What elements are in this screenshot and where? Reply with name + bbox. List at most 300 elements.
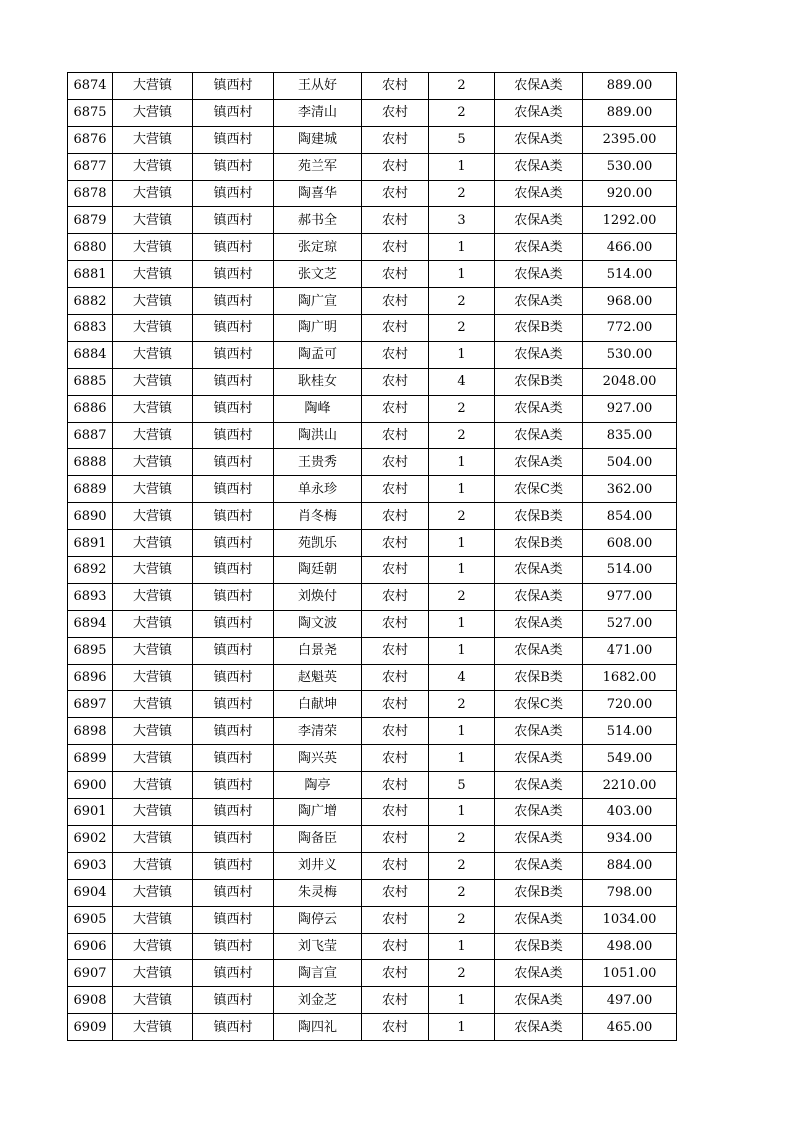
row-number-cell: 6901 (68, 799, 113, 826)
table-row (68, 583, 677, 610)
name-cell: 陶峰 (274, 395, 362, 422)
amount-cell: 608.00 (583, 530, 677, 557)
amount-cell: 471.00 (583, 637, 677, 664)
amount-cell: 527.00 (583, 610, 677, 637)
family-size-cell: 1 (429, 449, 495, 476)
name-cell: 刘井义 (274, 852, 362, 879)
family-size-cell: 5 (429, 772, 495, 799)
village-cell: 镇西村 (193, 637, 274, 664)
table-row (68, 261, 677, 288)
household-type-cell: 农村 (362, 73, 429, 100)
row-number-cell: 6874 (68, 73, 113, 100)
amount-cell: 466.00 (583, 234, 677, 261)
table-row (68, 906, 677, 933)
insurance-category-cell: 农保A类 (495, 825, 583, 852)
name-cell: 陶兴英 (274, 745, 362, 772)
name-cell: 白献坤 (274, 691, 362, 718)
household-type-cell: 农村 (362, 906, 429, 933)
insurance-category-cell: 农保A类 (495, 610, 583, 637)
town-cell: 大营镇 (113, 341, 193, 368)
row-number-cell: 6881 (68, 261, 113, 288)
town-cell: 大营镇 (113, 637, 193, 664)
amount-cell: 889.00 (583, 73, 677, 100)
name-cell: 赵魁英 (274, 664, 362, 691)
insurance-category-cell: 农保A类 (495, 772, 583, 799)
amount-cell: 927.00 (583, 395, 677, 422)
row-number-cell: 6894 (68, 610, 113, 637)
family-size-cell: 1 (429, 557, 495, 584)
village-cell: 镇西村 (193, 530, 274, 557)
household-type-cell: 农村 (362, 610, 429, 637)
name-cell: 郝书全 (274, 207, 362, 234)
table-row (68, 691, 677, 718)
row-number-cell: 6879 (68, 207, 113, 234)
amount-cell: 1682.00 (583, 664, 677, 691)
family-size-cell: 4 (429, 368, 495, 395)
amount-cell: 889.00 (583, 99, 677, 126)
row-number-cell: 6893 (68, 583, 113, 610)
village-cell: 镇西村 (193, 422, 274, 449)
name-cell: 陶备臣 (274, 825, 362, 852)
household-type-cell: 农村 (362, 288, 429, 315)
town-cell: 大营镇 (113, 960, 193, 987)
insurance-category-cell: 农保A类 (495, 126, 583, 153)
household-type-cell: 农村 (362, 234, 429, 261)
amount-cell: 498.00 (583, 933, 677, 960)
amount-cell: 403.00 (583, 799, 677, 826)
family-size-cell: 1 (429, 718, 495, 745)
village-cell: 镇西村 (193, 395, 274, 422)
amount-cell: 549.00 (583, 745, 677, 772)
town-cell: 大营镇 (113, 126, 193, 153)
insurance-category-cell: 农保A类 (495, 745, 583, 772)
insurance-category-cell: 农保C类 (495, 691, 583, 718)
row-number-cell: 6898 (68, 718, 113, 745)
family-size-cell: 2 (429, 99, 495, 126)
row-number-cell: 6909 (68, 1014, 113, 1041)
table-row (68, 476, 677, 503)
insurance-category-cell: 农保B类 (495, 879, 583, 906)
village-cell: 镇西村 (193, 368, 274, 395)
town-cell: 大营镇 (113, 610, 193, 637)
name-cell: 陶四礼 (274, 1014, 362, 1041)
name-cell: 陶廷朝 (274, 557, 362, 584)
family-size-cell: 2 (429, 906, 495, 933)
amount-cell: 854.00 (583, 503, 677, 530)
amount-cell: 530.00 (583, 341, 677, 368)
village-cell: 镇西村 (193, 99, 274, 126)
town-cell: 大营镇 (113, 288, 193, 315)
town-cell: 大营镇 (113, 315, 193, 342)
name-cell: 陶建城 (274, 126, 362, 153)
table-row (68, 449, 677, 476)
town-cell: 大营镇 (113, 987, 193, 1014)
name-cell: 陶停云 (274, 906, 362, 933)
table-row (68, 99, 677, 126)
village-cell: 镇西村 (193, 933, 274, 960)
family-size-cell: 4 (429, 664, 495, 691)
row-number-cell: 6890 (68, 503, 113, 530)
table-row (68, 825, 677, 852)
family-size-cell: 2 (429, 879, 495, 906)
village-cell: 镇西村 (193, 960, 274, 987)
name-cell: 陶广宣 (274, 288, 362, 315)
family-size-cell: 1 (429, 261, 495, 288)
name-cell: 王贵秀 (274, 449, 362, 476)
household-type-cell: 农村 (362, 987, 429, 1014)
town-cell: 大营镇 (113, 261, 193, 288)
amount-cell: 465.00 (583, 1014, 677, 1041)
town-cell: 大营镇 (113, 879, 193, 906)
household-type-cell: 农村 (362, 799, 429, 826)
town-cell: 大营镇 (113, 718, 193, 745)
village-cell: 镇西村 (193, 341, 274, 368)
village-cell: 镇西村 (193, 610, 274, 637)
row-number-cell: 6889 (68, 476, 113, 503)
family-size-cell: 2 (429, 503, 495, 530)
family-size-cell: 2 (429, 825, 495, 852)
table-row (68, 610, 677, 637)
name-cell: 陶广增 (274, 799, 362, 826)
table-row (68, 180, 677, 207)
village-cell: 镇西村 (193, 664, 274, 691)
table-row (68, 126, 677, 153)
amount-cell: 920.00 (583, 180, 677, 207)
amount-cell: 504.00 (583, 449, 677, 476)
household-type-cell: 农村 (362, 530, 429, 557)
insurance-category-cell: 农保A类 (495, 99, 583, 126)
village-cell: 镇西村 (193, 772, 274, 799)
family-size-cell: 1 (429, 933, 495, 960)
household-type-cell: 农村 (362, 557, 429, 584)
name-cell: 刘焕付 (274, 583, 362, 610)
row-number-cell: 6897 (68, 691, 113, 718)
village-cell: 镇西村 (193, 583, 274, 610)
table-row (68, 1014, 677, 1041)
town-cell: 大营镇 (113, 583, 193, 610)
village-cell: 镇西村 (193, 73, 274, 100)
row-number-cell: 6878 (68, 180, 113, 207)
insurance-category-cell: 农保A类 (495, 261, 583, 288)
family-size-cell: 2 (429, 395, 495, 422)
name-cell: 苑凯乐 (274, 530, 362, 557)
row-number-cell: 6896 (68, 664, 113, 691)
insurance-category-cell: 农保A类 (495, 799, 583, 826)
town-cell: 大营镇 (113, 395, 193, 422)
name-cell: 耿桂女 (274, 368, 362, 395)
row-number-cell: 6899 (68, 745, 113, 772)
name-cell: 陶广明 (274, 315, 362, 342)
village-cell: 镇西村 (193, 288, 274, 315)
town-cell: 大营镇 (113, 476, 193, 503)
village-cell: 镇西村 (193, 180, 274, 207)
village-cell: 镇西村 (193, 234, 274, 261)
name-cell: 陶文波 (274, 610, 362, 637)
table-row (68, 395, 677, 422)
amount-cell: 362.00 (583, 476, 677, 503)
town-cell: 大营镇 (113, 664, 193, 691)
village-cell: 镇西村 (193, 718, 274, 745)
name-cell: 陶亭 (274, 772, 362, 799)
household-type-cell: 农村 (362, 153, 429, 180)
insurance-category-cell: 农保B类 (495, 503, 583, 530)
table-row (68, 341, 677, 368)
amount-cell: 497.00 (583, 987, 677, 1014)
village-cell: 镇西村 (193, 1014, 274, 1041)
family-size-cell: 2 (429, 583, 495, 610)
family-size-cell: 1 (429, 530, 495, 557)
family-size-cell: 1 (429, 341, 495, 368)
row-number-cell: 6895 (68, 637, 113, 664)
insurance-category-cell: 农保A类 (495, 395, 583, 422)
row-number-cell: 6882 (68, 288, 113, 315)
name-cell: 白景尧 (274, 637, 362, 664)
row-number-cell: 6887 (68, 422, 113, 449)
table-row (68, 664, 677, 691)
name-cell: 单永珍 (274, 476, 362, 503)
family-size-cell: 1 (429, 637, 495, 664)
table-row (68, 153, 677, 180)
name-cell: 朱灵梅 (274, 879, 362, 906)
village-cell: 镇西村 (193, 126, 274, 153)
amount-cell: 514.00 (583, 261, 677, 288)
family-size-cell: 2 (429, 315, 495, 342)
name-cell: 李清荣 (274, 718, 362, 745)
amount-cell: 884.00 (583, 852, 677, 879)
household-type-cell: 农村 (362, 825, 429, 852)
family-size-cell: 1 (429, 476, 495, 503)
table-row (68, 879, 677, 906)
amount-cell: 514.00 (583, 718, 677, 745)
household-type-cell: 农村 (362, 852, 429, 879)
insurance-category-cell: 农保A类 (495, 718, 583, 745)
table-body (68, 73, 677, 1041)
family-size-cell: 1 (429, 745, 495, 772)
table-row (68, 315, 677, 342)
row-number-cell: 6880 (68, 234, 113, 261)
insurance-category-cell: 农保A类 (495, 637, 583, 664)
village-cell: 镇西村 (193, 906, 274, 933)
insurance-category-cell: 农保C类 (495, 476, 583, 503)
amount-cell: 2210.00 (583, 772, 677, 799)
household-type-cell: 农村 (362, 664, 429, 691)
village-cell: 镇西村 (193, 503, 274, 530)
household-type-cell: 农村 (362, 772, 429, 799)
family-size-cell: 1 (429, 799, 495, 826)
insurance-category-cell: 农保A类 (495, 153, 583, 180)
family-size-cell: 2 (429, 691, 495, 718)
row-number-cell: 6900 (68, 772, 113, 799)
amount-cell: 835.00 (583, 422, 677, 449)
table-row (68, 368, 677, 395)
village-cell: 镇西村 (193, 879, 274, 906)
table-row (68, 73, 677, 100)
name-cell: 陶孟可 (274, 341, 362, 368)
town-cell: 大营镇 (113, 852, 193, 879)
town-cell: 大营镇 (113, 207, 193, 234)
town-cell: 大营镇 (113, 825, 193, 852)
row-number-cell: 6884 (68, 341, 113, 368)
name-cell: 刘金芝 (274, 987, 362, 1014)
row-number-cell: 6903 (68, 852, 113, 879)
family-size-cell: 5 (429, 126, 495, 153)
insurance-category-cell: 农保B类 (495, 315, 583, 342)
name-cell: 陶洪山 (274, 422, 362, 449)
family-size-cell: 1 (429, 234, 495, 261)
town-cell: 大营镇 (113, 99, 193, 126)
family-size-cell: 2 (429, 73, 495, 100)
village-cell: 镇西村 (193, 476, 274, 503)
family-size-cell: 1 (429, 610, 495, 637)
table-row (68, 288, 677, 315)
table-row (68, 852, 677, 879)
amount-cell: 1034.00 (583, 906, 677, 933)
village-cell: 镇西村 (193, 691, 274, 718)
row-number-cell: 6876 (68, 126, 113, 153)
name-cell: 刘飞莹 (274, 933, 362, 960)
amount-cell: 798.00 (583, 879, 677, 906)
insurance-category-cell: 农保A类 (495, 341, 583, 368)
household-type-cell: 农村 (362, 315, 429, 342)
village-cell: 镇西村 (193, 745, 274, 772)
amount-cell: 934.00 (583, 825, 677, 852)
village-cell: 镇西村 (193, 207, 274, 234)
town-cell: 大营镇 (113, 180, 193, 207)
household-type-cell: 农村 (362, 637, 429, 664)
family-size-cell: 2 (429, 180, 495, 207)
family-size-cell: 3 (429, 207, 495, 234)
village-cell: 镇西村 (193, 449, 274, 476)
row-number-cell: 6906 (68, 933, 113, 960)
town-cell: 大营镇 (113, 799, 193, 826)
insurance-category-cell: 农保A类 (495, 422, 583, 449)
amount-cell: 1051.00 (583, 960, 677, 987)
town-cell: 大营镇 (113, 422, 193, 449)
household-type-cell: 农村 (362, 207, 429, 234)
family-size-cell: 2 (429, 288, 495, 315)
village-cell: 镇西村 (193, 261, 274, 288)
town-cell: 大营镇 (113, 153, 193, 180)
household-type-cell: 农村 (362, 960, 429, 987)
insurance-category-cell: 农保A类 (495, 449, 583, 476)
relief-roster-table (67, 72, 677, 1041)
table-row (68, 933, 677, 960)
family-size-cell: 1 (429, 1014, 495, 1041)
row-number-cell: 6883 (68, 315, 113, 342)
village-cell: 镇西村 (193, 799, 274, 826)
row-number-cell: 6908 (68, 987, 113, 1014)
table-row (68, 745, 677, 772)
household-type-cell: 农村 (362, 126, 429, 153)
name-cell: 陶喜华 (274, 180, 362, 207)
table-row (68, 530, 677, 557)
amount-cell: 772.00 (583, 315, 677, 342)
table-row (68, 637, 677, 664)
table-row (68, 799, 677, 826)
family-size-cell: 2 (429, 852, 495, 879)
village-cell: 镇西村 (193, 315, 274, 342)
household-type-cell: 农村 (362, 368, 429, 395)
row-number-cell: 6886 (68, 395, 113, 422)
household-type-cell: 农村 (362, 99, 429, 126)
row-number-cell: 6888 (68, 449, 113, 476)
household-type-cell: 农村 (362, 261, 429, 288)
insurance-category-cell: 农保B类 (495, 368, 583, 395)
insurance-category-cell: 农保A类 (495, 557, 583, 584)
family-size-cell: 2 (429, 422, 495, 449)
amount-cell: 977.00 (583, 583, 677, 610)
insurance-category-cell: 农保A类 (495, 906, 583, 933)
insurance-category-cell: 农保A类 (495, 852, 583, 879)
name-cell: 张定琼 (274, 234, 362, 261)
family-size-cell: 2 (429, 960, 495, 987)
row-number-cell: 6885 (68, 368, 113, 395)
row-number-cell: 6892 (68, 557, 113, 584)
village-cell: 镇西村 (193, 987, 274, 1014)
amount-cell: 530.00 (583, 153, 677, 180)
household-type-cell: 农村 (362, 449, 429, 476)
household-type-cell: 农村 (362, 395, 429, 422)
table-row (68, 207, 677, 234)
town-cell: 大营镇 (113, 745, 193, 772)
town-cell: 大营镇 (113, 449, 193, 476)
town-cell: 大营镇 (113, 906, 193, 933)
insurance-category-cell: 农保A类 (495, 288, 583, 315)
row-number-cell: 6902 (68, 825, 113, 852)
row-number-cell: 6877 (68, 153, 113, 180)
town-cell: 大营镇 (113, 1014, 193, 1041)
insurance-category-cell: 农保A类 (495, 960, 583, 987)
village-cell: 镇西村 (193, 852, 274, 879)
name-cell: 陶言宣 (274, 960, 362, 987)
row-number-cell: 6875 (68, 99, 113, 126)
household-type-cell: 农村 (362, 422, 429, 449)
family-size-cell: 1 (429, 987, 495, 1014)
insurance-category-cell: 农保A类 (495, 207, 583, 234)
insurance-category-cell: 农保A类 (495, 73, 583, 100)
town-cell: 大营镇 (113, 73, 193, 100)
amount-cell: 1292.00 (583, 207, 677, 234)
insurance-category-cell: 农保A类 (495, 234, 583, 261)
household-type-cell: 农村 (362, 583, 429, 610)
town-cell: 大营镇 (113, 691, 193, 718)
household-type-cell: 农村 (362, 879, 429, 906)
family-size-cell: 1 (429, 153, 495, 180)
town-cell: 大营镇 (113, 368, 193, 395)
row-number-cell: 6907 (68, 960, 113, 987)
amount-cell: 514.00 (583, 557, 677, 584)
household-type-cell: 农村 (362, 691, 429, 718)
insurance-category-cell: 农保A类 (495, 1014, 583, 1041)
town-cell: 大营镇 (113, 933, 193, 960)
name-cell: 苑兰军 (274, 153, 362, 180)
household-type-cell: 农村 (362, 503, 429, 530)
insurance-category-cell: 农保A类 (495, 180, 583, 207)
household-type-cell: 农村 (362, 933, 429, 960)
row-number-cell: 6905 (68, 906, 113, 933)
household-type-cell: 农村 (362, 1014, 429, 1041)
amount-cell: 968.00 (583, 288, 677, 315)
row-number-cell: 6891 (68, 530, 113, 557)
town-cell: 大营镇 (113, 503, 193, 530)
town-cell: 大营镇 (113, 530, 193, 557)
town-cell: 大营镇 (113, 772, 193, 799)
table-row (68, 422, 677, 449)
household-type-cell: 农村 (362, 476, 429, 503)
village-cell: 镇西村 (193, 557, 274, 584)
table-row (68, 987, 677, 1014)
insurance-category-cell: 农保B类 (495, 530, 583, 557)
